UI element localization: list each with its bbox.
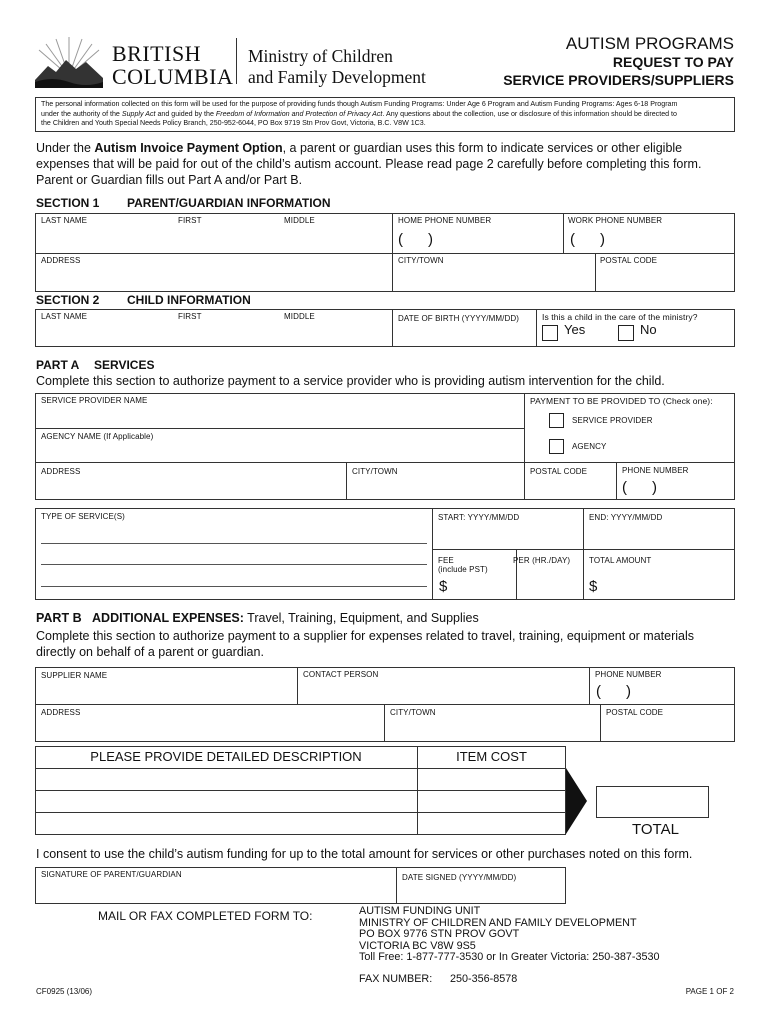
partA-end-label: END: YYYY/MM/DD — [589, 513, 663, 522]
form-title-1: AUTISM PROGRAMS — [565, 34, 734, 53]
partB-total-arrow — [566, 768, 587, 834]
privacy-line2e: . Any questions about the collection, use or disclosure of this information should be directed to — [382, 109, 677, 118]
partA-type-line[interactable] — [41, 543, 427, 544]
mail-line4: VICTORIA BC V8W 9S5 — [359, 939, 476, 952]
partB-col-divider — [589, 667, 590, 704]
partA-type-line[interactable] — [41, 586, 427, 587]
partB-desc-header: PLEASE PROVIDE DETAILED DESCRIPTION — [90, 749, 362, 764]
partB-city-label: CITY/TOWN — [390, 708, 436, 717]
form-title-2: REQUEST TO PAY — [612, 54, 734, 70]
partB-phone-field[interactable]: ( ) — [596, 683, 631, 700]
partA-total-label: TOTAL AMOUNT — [589, 556, 652, 565]
mail-line2: MINISTRY OF CHILDREN AND FAMILY DEVELOPMENT — [359, 916, 637, 929]
privacy-line3: the Children and Youth Special Needs Policy Branch, 250-952-6044, PO Box 9719 Stn Prov Govt, Victoria, B.C. V8W 1C3. — [41, 119, 426, 128]
partA-pay-to-label: PAYMENT TO BE PROVIDED TO (Check one): — [530, 396, 713, 406]
partB-col-divider — [297, 667, 298, 704]
bc-name-line1: BRITISH — [112, 41, 202, 66]
s2-no-label: No — [640, 322, 657, 337]
partA-type-line[interactable] — [41, 564, 427, 565]
ministry-line1: Ministry of Children — [248, 46, 393, 66]
date-signed-label: DATE SIGNED (YYYY/MM/DD) — [402, 873, 517, 882]
partA-row-divider — [35, 428, 524, 429]
partB-items-row — [35, 812, 566, 813]
s2-yes-label: Yes — [564, 322, 586, 337]
mail-label: MAIL OR FAX COMPLETED FORM TO: — [98, 909, 313, 923]
partB-col-divider — [384, 704, 385, 742]
partA-phone-field[interactable]: ( ) — [622, 479, 657, 496]
form-id: CF0925 (13/06) — [36, 987, 93, 996]
mail-line5: Toll Free: 1-877-777-3530 or In Greater Victoria: 250-387-3530 — [359, 951, 660, 964]
partB-address-label: ADDRESS — [41, 708, 81, 717]
header-divider — [236, 38, 237, 84]
bc-logo — [34, 36, 104, 88]
s1-home-phone-field[interactable]: ( ) — [398, 231, 433, 248]
s1-col-divider — [392, 213, 393, 292]
s2-no-checkbox[interactable] — [618, 325, 634, 341]
mail-address — [359, 906, 660, 964]
section1-number: SECTION 1 — [36, 196, 100, 210]
s2-last-name-label: LAST NAME — [41, 312, 88, 321]
partA-col-divider — [346, 462, 347, 500]
privacy-line2 — [41, 110, 729, 120]
partA-col-divider — [524, 393, 525, 500]
partB-desc-line1: Complete this section to authorize payment to a supplier for expenses related to travel, training, equipment or materials — [36, 629, 694, 643]
s1-postal-label: POSTAL CODE — [600, 256, 658, 265]
partB-title: ADDITIONAL EXPENSES: — [92, 611, 244, 625]
partB-postal-label: POSTAL CODE — [606, 708, 664, 717]
privacy-notice — [35, 97, 735, 132]
partA-address-label: ADDRESS — [41, 467, 81, 476]
partB-total-field[interactable] — [596, 786, 709, 818]
s2-first-label: FIRST — [178, 312, 202, 321]
partA-agency-checkbox[interactable] — [549, 439, 564, 454]
partB-cost-header: ITEM COST — [456, 749, 527, 764]
partA-agency-option: AGENCY — [572, 442, 607, 451]
ministry-line2: and Family Development — [248, 67, 426, 87]
partB-contact-label: CONTACT PERSON — [303, 670, 379, 679]
privacy-supply-act: Supply Act — [121, 109, 156, 118]
partB-col-divider — [600, 704, 601, 742]
partA-col-divider — [616, 462, 617, 500]
section1-row-divider — [35, 253, 735, 254]
partA-description: Complete this section to authorize payment to a service provider who is providing autism intervention for the child. — [36, 374, 665, 388]
s2-col-divider — [536, 309, 537, 347]
partA-fee-note: (include PST) — [438, 565, 488, 574]
partB-items-row — [35, 768, 566, 769]
partA-start-label: START: YYYY/MM/DD — [438, 513, 520, 522]
partB-heading — [36, 611, 479, 625]
partA-provider-option: SERVICE PROVIDER — [572, 416, 653, 425]
partA-fee-label: FEE — [438, 556, 454, 565]
section2-number: SECTION 2 — [36, 293, 100, 307]
s1-address-label: ADDRESS — [41, 256, 81, 265]
bc-name-line2: COLUMBIA — [112, 64, 234, 89]
partA-agency-name-label: AGENCY NAME (If Applicable) — [41, 432, 154, 441]
s1-last-name-label: LAST NAME — [41, 216, 88, 225]
partA-row-divider — [35, 462, 735, 463]
s2-care-question: Is this a child in the care of the ministry? — [542, 312, 698, 322]
partB-desc-line2: directly on behalf of a parent or guardian. — [36, 645, 264, 659]
intro-part2: , a parent or guardian uses this form to indicate services or other eligible — [282, 141, 683, 155]
partB-number: PART B — [36, 611, 82, 625]
partA-service-col — [583, 508, 584, 600]
privacy-foippa: Freedom of Information and Protection of Privacy Act — [215, 109, 383, 118]
mail-line3: PO BOX 9776 STN PROV GOVT — [359, 928, 520, 941]
s1-work-phone-field[interactable]: ( ) — [570, 231, 605, 248]
partA-total-dollar: $ — [589, 578, 598, 595]
intro-line2: expenses that will be paid for out of the child’s autism account. Please read page 2 carefully before completing this form. — [36, 157, 702, 171]
partA-type-label: TYPE OF SERVICE(S) — [41, 512, 125, 521]
partA-number: PART A — [36, 358, 80, 372]
form-title-3: SERVICE PROVIDERS/SUPPLIERS — [503, 72, 734, 88]
intro-bold: Autism Invoice Payment Option — [94, 141, 283, 155]
partA-phone-label: PHONE NUMBER — [622, 466, 689, 475]
partA-fee-dollar: $ — [439, 578, 448, 595]
section2-title: CHILD INFORMATION — [127, 293, 251, 307]
s2-dob-label: DATE OF BIRTH (YYYY/MM/DD) — [398, 314, 519, 323]
s2-middle-label: MIDDLE — [284, 312, 315, 321]
s1-home-phone-label: HOME PHONE NUMBER — [398, 216, 492, 225]
fax-number: 250-356-8578 — [450, 973, 518, 985]
s2-col-divider — [392, 309, 393, 347]
partA-postal-label: POSTAL CODE — [530, 467, 588, 476]
partA-service-col — [432, 508, 433, 600]
partB-subtitle: Travel, Training, Equipment, and Supplies — [243, 611, 479, 625]
s1-col-divider — [563, 213, 564, 253]
intro-part1: Under the — [36, 141, 95, 155]
partB-phone-label: PHONE NUMBER — [595, 670, 662, 679]
s1-work-phone-label: WORK PHONE NUMBER — [568, 216, 663, 225]
fax-label: FAX NUMBER: — [359, 973, 433, 985]
s1-col-divider — [595, 253, 596, 292]
s1-first-label: FIRST — [178, 216, 202, 225]
intro-text — [36, 140, 736, 188]
s2-yes-checkbox[interactable] — [542, 325, 558, 341]
partA-city-label: CITY/TOWN — [352, 467, 398, 476]
partA-provider-name-label: SERVICE PROVIDER NAME — [41, 396, 148, 405]
partB-total-label: TOTAL — [632, 821, 679, 838]
privacy-line2a: under the authority of the — [41, 109, 122, 118]
privacy-line2c: and guided by the — [155, 109, 216, 118]
s1-city-label: CITY/TOWN — [398, 256, 444, 265]
partA-provider-checkbox[interactable] — [549, 413, 564, 428]
intro-line3: Parent or Guardian fills out Part A and/or Part B. — [36, 173, 303, 187]
s1-middle-label: MIDDLE — [284, 216, 315, 225]
partB-supplier-label: SUPPLIER NAME — [41, 671, 108, 680]
section1-title: PARENT/GUARDIAN INFORMATION — [127, 196, 331, 210]
consent-text: I consent to use the child’s autism funding for up to the total amount for services or other purchases noted on this form. — [36, 847, 693, 861]
partA-per-label: PER (HR./DAY) — [513, 556, 571, 565]
privacy-line1: The personal information collected on this form will be used for the purpose of providing funds though Autism Funding Programs: Under Age 6 Program and Autism Funding Programs: Ages 6-18 Program — [41, 100, 678, 108]
mail-line1: AUTISM FUNDING UNIT — [359, 905, 481, 917]
partB-items-row — [35, 790, 566, 791]
signature-col-divider — [396, 867, 397, 904]
partA-title: SERVICES — [94, 358, 155, 372]
page-number: PAGE 1 OF 2 — [685, 987, 734, 996]
signature-label: SIGNATURE OF PARENT/GUARDIAN — [41, 870, 182, 879]
partB-row-divider — [35, 704, 735, 705]
